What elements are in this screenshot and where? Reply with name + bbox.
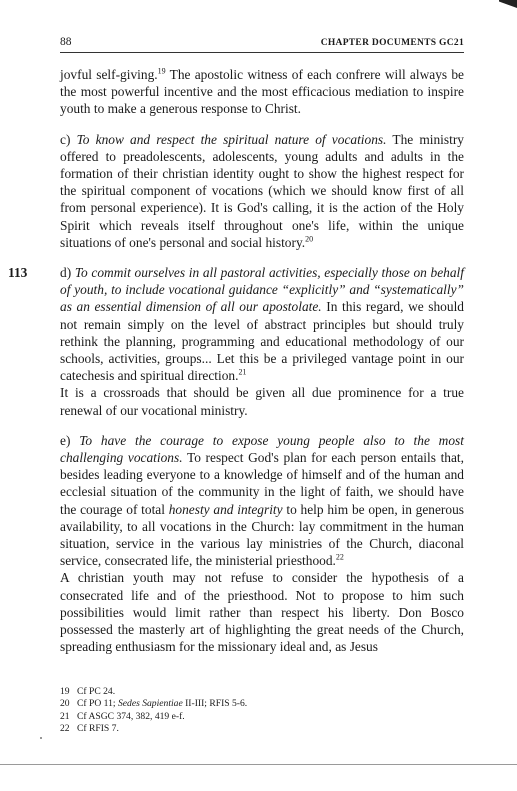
footnote: 20 Cf PO 11; Sedes Sapientiae II-III; RFIS 5-6. bbox=[60, 698, 248, 710]
paragraph-c: c) To know and respect the spiritual nature of vocations. The ministry offered to preadolescents, adolescents, young adults and adults in the formation of their christian identity ought to show the highest respect for the spiritual component of vocations (which we should know first of all from personal experience). It is God's calling, it is the action of the Holy Spirit which reveals itself throughout one's life, within the unique situations of one's personal and social history.$^{20}$ bbox=[60, 131, 464, 250]
scan-speck bbox=[40, 737, 42, 739]
paragraph-e: e) To have the courage to expose young people also to the most challenging vocations. To respect God's plan for each person entails that, besides leading everyone to a knowledge of himself and of the human and ecclesial situation of the community in the light of faith, we should have the courage of total honesty and integrity to help him be open, in generous availability, to all vocations in the Church: lay commitment in the human situation, service in the various lay ministries of the Church, diaconal service, consecrated life, the ministerial priesthood.$^{22}$ bbox=[60, 432, 464, 569]
footnotes bbox=[60, 686, 464, 736]
paragraph-d: 113 d) To commit ourselves in all pastoral activities, especially those on behalf of youth, to include vocational guidance “explicitly” and “systematically” as an essential dimension of all our apostolate. In this regard, we should not remain simply on the level of abstract principles but should truly rethink the planning, programming and educational methodology of our schools, activities, groups... Let this be a privileged vantage point in our catechesis and spiritual direction.$^{21}$ It is a crossroads that should be given all due prominence for a true renewal of our vocational ministry. bbox=[8, 265, 464, 418]
page-number: 88 bbox=[60, 36, 72, 48]
emphasis-honesty: honesty and integrity bbox=[168, 501, 283, 517]
document-page bbox=[8, 36, 465, 736]
footnote-ref-21: 21 bbox=[238, 367, 247, 377]
footnote-ref-22: 22 bbox=[335, 552, 344, 562]
footnote-ref-19: 19 bbox=[157, 66, 166, 76]
footnote: 21 Cf ASGC 374, 382, 419 e-f. bbox=[60, 710, 185, 722]
scan-corner-mark bbox=[499, 0, 517, 8]
paragraph-e-title: To have the courage to expose young people also to the most challenging vocations. bbox=[60, 432, 464, 466]
paragraph-f: A christian youth may not refuse to consider the hypothesis of a consecrated life and of the priesthood. Not to propose to him such possibilities would limit rather than respect his liberty. Don Bosco possessed the masterly art of highlighting the great needs of the Church, spreading enthusiasm for the missionary ideal and, as Jesus bbox=[60, 570, 464, 655]
page-header bbox=[60, 36, 464, 53]
paragraph-d-title: To commit ourselves in all pastoral activities, especially those on behalf of youth, to include vocational guidance “explicitly” and “systematically” as an essential dimension of all our apostolate. bbox=[60, 265, 464, 315]
margin-number: 113 bbox=[8, 265, 28, 281]
running-title: CHAPTER DOCUMENTS GC21 bbox=[320, 38, 464, 48]
paragraph-c-title: To know and respect the spiritual nature of vocations. bbox=[76, 131, 387, 147]
footnote: 19 Cf PC 24. bbox=[60, 685, 116, 697]
footnote-ref-20: 20 bbox=[305, 234, 314, 244]
document-body bbox=[8, 66, 465, 656]
footnote: 22 Cf RFIS 7. bbox=[60, 723, 119, 735]
page-bottom-edge bbox=[0, 764, 517, 765]
paragraph-continued: jovful self-giving.$^{19}$ The apostolic witness of each confrere will always be the most powerful incentive and the most efficacious mediation to inspire youth to make a generous response to Christ. bbox=[60, 66, 465, 117]
paragraph-d-continuation: It is a crossroads that should be given all due prominence for a true renewal of our vocational ministry. bbox=[60, 385, 464, 418]
